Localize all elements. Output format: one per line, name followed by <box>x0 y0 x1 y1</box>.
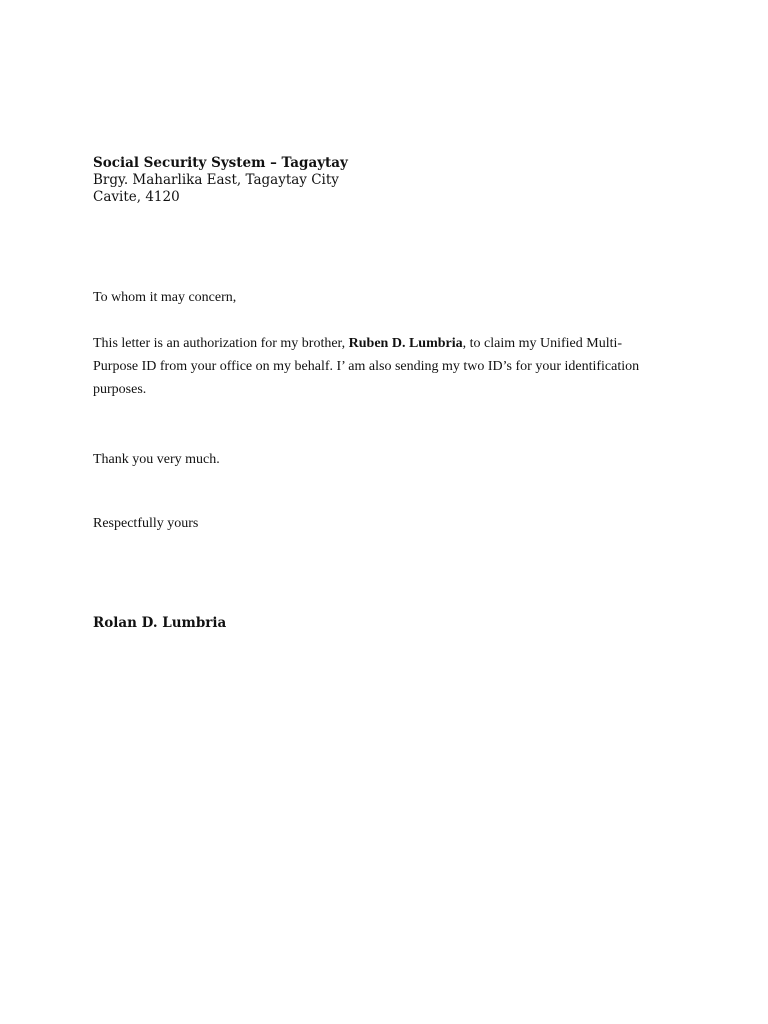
recipient-organization: Social Security System – Tagaytay <box>93 155 348 171</box>
signatory-name: Rolan D. Lumbria <box>93 615 227 631</box>
thanks-line: Thank you very much. <box>93 452 220 467</box>
letter-body <box>93 332 663 401</box>
address-line-1: Brgy. Maharlika East, Tagaytay City <box>93 172 339 188</box>
closing-line: Respectfully yours <box>93 516 199 531</box>
address-line-2: Cavite, 4120 <box>93 189 180 205</box>
recipient-address <box>93 155 348 206</box>
salutation: To whom it may concern, <box>93 290 237 305</box>
body-text-part-1: This letter is an authorization for my brother, <box>93 336 349 351</box>
body-text-part-2: , to claim my Unified Multi-Purpose ID from your office on my behalf. I’ am also sending my two ID’s for your identification purposes. <box>93 336 640 397</box>
brother-name: Ruben D. Lumbria <box>348 336 463 351</box>
